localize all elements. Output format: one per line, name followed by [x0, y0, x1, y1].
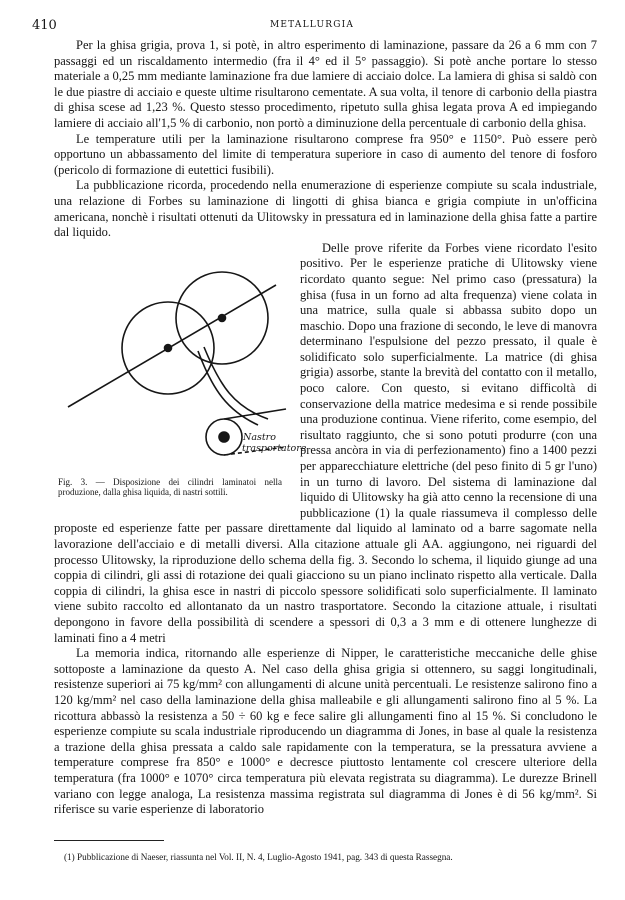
footnote-rule	[54, 840, 164, 841]
paragraph-4: Delle prove riferite da Forbes viene ricordato l'esito positivo. Per le esperienze pratiche di Ulitowsky viene ricordato quanto segue: Nel primo caso (pressatura) la ghisa (fusa in un forno ad alta frequenza) viene colata in una matrice, sulla quale si abbassa subito dopo un maschio. Dopo una frazione di secondo, le leve di manovra determinano l'espulsione del pezzo pressato, il quale è solidificato solo superficialmente. La matrice (di ghisa grigia) assorbe, stante la brevità del contatto con il metallo, poco calore. Con questo, si evitano difficoltà di conservazione della matrice medesima e si rende possibile una produzione continua. Viene riferito, come esempio, del risultato raggiunto, che si sono potuti produrre (con una pressa ancòra in via di perfezionamento) fino a 1400 pezzi per apparecchiature elettriche (del peso finito di 5 gr l'uno) in un turno di lavoro. Del sistema di laminazione dal liquido di Ulitowsky ha già atto cenno la recensione di una pubblicazione (1) la quale riassumeva il complesso delle proposte ed esperienze fatte per passare direttamente dal liquido al laminato od a barre sagomate nella lavorazione dell'acciaio e di metalli diversi. Alla citazione attuale gli AA. aggiungono, nei riguardi del processo Ulitowsky, la riproduzione dello schema della fig. 3. Secondo lo schema, il liquido giunge ad una coppia di cilindri, gli assi di rotazione dei quali giacciono su un piano inclinato rispetto alla verticale. Dalla coppia di cilindri, la ghisa esce in nastri di piccolo spessore solidificati solo superficialmente. Il laminato viene subito raccolto ed allontanato da un nastro trasportatore. Secondo la citazione attuale, i risultati depongono in favore della possibilità di scendere a spessori di 0,3 a 3 mm e di ottenere lunghezze di laminati fino a 4 metri	[54, 240, 597, 645]
footnote: (1) Pubblicazione di Naeser, riassunta nel Vol. II, N. 4, Luglio-Agosto 1941, pag. 343 di questa Rassegna.	[64, 852, 453, 862]
lower-cylinder-axis	[165, 344, 172, 351]
upper-cylinder-axis	[219, 314, 226, 321]
paragraph-3: La pubblicazione ricorda, procedendo nella enumerazione di esperienze compiute su scala industriale, una relazione di Forbes su laminazione di lingotti di ghisa bianca e grigia compiute in un'officina americana, nonchè i risultati ottenuti da Ulitowsky in pressatura ed in laminazione della ghisa fatte a partire dal liquido.	[54, 178, 597, 240]
article-body	[54, 38, 597, 818]
paragraph-2: Le temperature utili per la laminazione risultarono comprese fra 950° e 1150°. Può essere però opportuno un abbassamento del limite di temperatura superiore in caso di aumento del tenore di fosforo (pericolo di formazione di eutettici fusibili).	[54, 131, 597, 177]
inclined-plane-line	[68, 285, 276, 407]
rolling-cylinders-diagram	[48, 241, 307, 473]
conveyor-belt-top	[224, 409, 286, 419]
conveyor-pulley-axis	[219, 432, 229, 442]
paragraph-1: Per la ghisa grigia, prova 1, si potè, in altro esperimento di laminazione, passare da 26 a 6 mm con 7 passaggi ed un riscaldamento intermedio (fra il 4° ed il 5° passaggio). Si potè anche portare lo stesso materiale a 0,25 mm mediante laminazione fra due lamiere di acciaio dolce. La lamiera di ghisa si saldò con le due piastre di acciaio e queste ultime risultarono cementate. A sua volta, il tenore di carbonio della piastra di ghisa scese ad 1,23 %. Questo stesso procedimento, ripetuto sulla ghisa legata prova A ed impiegando lamiere di acciaio all'1,5 % di carbonio, non portò a diminuzione della percentuale di carbonio della ghisa.	[54, 38, 597, 130]
figure-caption: Fig. 3. — Disposizione dei cilindri laminatoi nella produzione, dalla ghisa liquida, di nastri sottili.	[58, 476, 282, 498]
running-title: METALLURGIA	[270, 20, 355, 30]
figure-label-line2: trasportatore	[242, 442, 307, 454]
figure-3	[48, 241, 307, 519]
figure-label-line1: Nastro	[243, 431, 276, 443]
page-number: 410	[32, 18, 57, 33]
paragraph-5: La memoria indica, ritornando alle esperienze di Nipper, le caratteristiche meccaniche delle ghise sottoposte a laminazione da questo A. Nel caso della ghisa grigia si ottennero, su saggi longitudinali, resistenze superiori ai 75 kg/mm² con allungamenti di alcune unità percentuali. Le resistenze salirono fino a 120 kg/mm² nel caso della laminazione della ghisa malleabile e gli allungamenti salirono fino al 5 %. La ricottura abbassò la resistenza a 50 ÷ 60 kg e fece salire gli allungamenti fino al 15 %. Si concludono le esperienze compiute su scala industriale riproducendo un diagramma di Jones, in base al quale la resistenza a trazione della ghisa pressata a caldo sale rapidamente con la temperatura, se la pressatura avviene a temperature comprese fra 850° e 1000° e decresce piuttosto lentamente col crescere ulteriore della temperatura (fra 1000° e 1070° circa temperatura più elevata registrata su diagramma). Le durezze Brinell variano con legge analoga, La resistenza massima registrata sul diagramma di Jones è di 56 kg/mm². Si riferisce su varie esperienze di laboratorio	[54, 646, 597, 817]
